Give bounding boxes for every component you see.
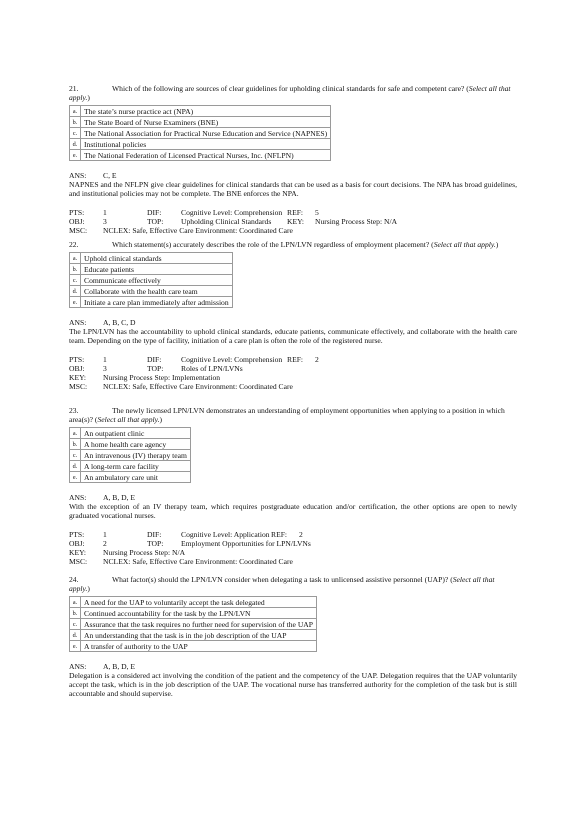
option-row[interactable] bbox=[70, 428, 191, 439]
answer-line bbox=[69, 171, 517, 180]
option-letter: d. bbox=[70, 461, 81, 472]
rationale: NAPNES and the NFLPN give clear guidelines for clinical standards that can be used as a basis for court decisions. The NPA has broad guidelines, and institutional policies may not be complete. The BNE enforces the NPA. bbox=[69, 180, 517, 198]
option-text: Institutional policies bbox=[81, 139, 331, 150]
question-stem: 24. What factor(s) should the LPN/LVN consider when delegating a task to unlicensed assistive personnel (UAP)? (Select all that apply.) bbox=[69, 575, 495, 593]
answer-line bbox=[69, 493, 517, 502]
question-text: Which statement(s) accurately describes the role of the LPN/LVN regardless of employment placement? bbox=[112, 240, 430, 249]
dif-value: Cognitive Level: Comprehension bbox=[181, 208, 283, 217]
option-row[interactable] bbox=[70, 253, 233, 264]
dif-label: DIF: bbox=[147, 530, 162, 539]
question-metadata bbox=[69, 530, 517, 566]
option-letter: d. bbox=[70, 286, 81, 297]
option-letter: b. bbox=[70, 439, 81, 450]
ref-value: 5 bbox=[315, 208, 319, 217]
options-table bbox=[69, 105, 331, 161]
dif-value: Cognitive Level: Application bbox=[181, 530, 270, 539]
option-row[interactable] bbox=[70, 641, 317, 652]
question-text: What factor(s) should the LPN/LVN consider when delegating a task to unlicensed assistive personnel (UAP)? bbox=[112, 575, 449, 584]
option-row[interactable] bbox=[70, 139, 331, 150]
rationale: Delegation is a considered act involving the condition of the patient and the competency of the UAP. Delegation requires that the UAP voluntarily accept the task, which is in the job description of the UAP. The vocational nurse has transferred authority for the completion of the task but is still accountable and should supervise. bbox=[69, 671, 517, 698]
option-row[interactable] bbox=[70, 450, 191, 461]
option-text: The State Board of Nurse Examiners (BNE) bbox=[81, 117, 331, 128]
answer-line bbox=[69, 662, 517, 671]
top-label: TOP: bbox=[147, 539, 164, 548]
option-text: A long-term care facility bbox=[81, 461, 191, 472]
top-value: Roles of LPN/LVNs bbox=[181, 364, 243, 373]
option-text: Initiate a care plan immediately after admission bbox=[81, 297, 233, 308]
ref-label: REF: bbox=[271, 530, 288, 539]
option-row[interactable] bbox=[70, 630, 317, 641]
options-table bbox=[69, 596, 317, 652]
option-letter: e. bbox=[70, 641, 81, 652]
dif-label: DIF: bbox=[147, 355, 162, 364]
option-letter: c. bbox=[70, 128, 81, 139]
key-value: Nursing Process Step: N/A bbox=[103, 548, 186, 557]
question-metadata bbox=[69, 208, 517, 235]
option-letter: b. bbox=[70, 117, 81, 128]
option-text: Communicate effectively bbox=[81, 275, 233, 286]
option-letter: a. bbox=[70, 106, 81, 117]
option-text: A transfer of authority to the UAP bbox=[81, 641, 317, 652]
select-all-instruction: Select all that apply. bbox=[433, 240, 496, 249]
option-letter: b. bbox=[70, 264, 81, 275]
msc-label: MSC: bbox=[69, 382, 88, 391]
answer-label: ANS: bbox=[69, 318, 87, 327]
ref-label: REF: bbox=[287, 355, 304, 364]
option-letter: c. bbox=[70, 275, 81, 286]
option-letter: b. bbox=[70, 608, 81, 619]
select-all-instruction: Select all that apply. bbox=[69, 575, 495, 593]
option-text: Uphold clinical standards bbox=[81, 253, 233, 264]
question-number: 21. bbox=[69, 84, 79, 93]
option-letter: a. bbox=[70, 597, 81, 608]
option-letter: c. bbox=[70, 450, 81, 461]
option-letter: e. bbox=[70, 297, 81, 308]
question-21 bbox=[69, 84, 517, 235]
option-text: Assurance that the task requires no further need for supervision of the UAP bbox=[81, 619, 317, 630]
option-row[interactable] bbox=[70, 286, 233, 297]
option-row[interactable] bbox=[70, 619, 317, 630]
top-label: TOP: bbox=[147, 364, 164, 373]
question-text: The newly licensed LPN/LVN demonstrates an understanding of employment opportunities when applying to a position in which area(s)? bbox=[69, 406, 505, 424]
obj-value: 3 bbox=[103, 217, 107, 226]
option-row[interactable] bbox=[70, 150, 331, 161]
question-number: 22. bbox=[69, 240, 79, 249]
top-value: Upholding Clinical Standards bbox=[181, 217, 272, 226]
option-text: An outpatient clinic bbox=[81, 428, 191, 439]
option-text: The National Federation of Licensed Practical Nurses, Inc. (NFLPN) bbox=[81, 150, 331, 161]
key-label: KEY: bbox=[69, 373, 87, 382]
question-number: 23. bbox=[69, 406, 79, 415]
pts-label: PTS: bbox=[69, 530, 85, 539]
question-number: 24. bbox=[69, 575, 79, 584]
option-text: A need for the UAP to voluntarily accept the task delegated bbox=[81, 597, 317, 608]
option-row[interactable] bbox=[70, 439, 191, 450]
pts-value: 1 bbox=[103, 530, 107, 539]
question-23 bbox=[69, 406, 517, 566]
option-row[interactable] bbox=[70, 275, 233, 286]
option-text: The National Association for Practical Nurse Education and Service (NAPNES) bbox=[81, 128, 331, 139]
option-row[interactable] bbox=[70, 472, 191, 483]
question-24 bbox=[69, 575, 517, 698]
answer-line bbox=[69, 318, 517, 327]
key-label: KEY: bbox=[69, 548, 87, 557]
option-row[interactable] bbox=[70, 128, 331, 139]
answer-value: C, E bbox=[103, 171, 117, 180]
rationale: The LPN/LVN has the accountability to uphold clinical standards, educate patients, communicate effectively, and collaborate with the health care team. Depending on the type of facility, initiation of a care plan is often the role of the registered nurse. bbox=[69, 327, 517, 345]
select-all-instruction: Select all that apply. bbox=[69, 84, 511, 102]
pts-label: PTS: bbox=[69, 355, 85, 364]
key-value: Nursing Process Step: N/A bbox=[315, 217, 398, 226]
option-letter: a. bbox=[70, 253, 81, 264]
option-row[interactable] bbox=[70, 264, 233, 275]
answer-label: ANS: bbox=[69, 493, 87, 502]
option-row[interactable] bbox=[70, 106, 331, 117]
pts-label: PTS: bbox=[69, 208, 85, 217]
option-letter: e. bbox=[70, 150, 81, 161]
msc-label: MSC: bbox=[69, 226, 88, 235]
answer-label: ANS: bbox=[69, 171, 87, 180]
option-letter: c. bbox=[70, 619, 81, 630]
option-row[interactable] bbox=[70, 597, 317, 608]
question-22 bbox=[69, 240, 517, 391]
select-all-instruction: Select all that apply. bbox=[97, 415, 160, 424]
answer-label: ANS: bbox=[69, 662, 87, 671]
question-stem: 23. The newly licensed LPN/LVN demonstrates an understanding of employment opportunities when applying to a position in which area(s)? (Select all that apply.) bbox=[69, 406, 505, 424]
msc-value: NCLEX: Safe, Effective Care Environment: Coordinated Care bbox=[103, 557, 293, 566]
option-letter: a. bbox=[70, 428, 81, 439]
option-row[interactable] bbox=[70, 117, 331, 128]
answer-value: A, B, C, D bbox=[103, 318, 136, 327]
dif-value: Cognitive Level: Comprehension bbox=[181, 355, 283, 364]
option-text: An understanding that the task is in the job description of the UAP bbox=[81, 630, 317, 641]
top-label: TOP: bbox=[147, 217, 164, 226]
question-stem: 22. Which statement(s) accurately describes the role of the LPN/LVN regardless of employment placement? (Select all that apply.) bbox=[69, 240, 499, 249]
option-text: An intravenous (IV) therapy team bbox=[81, 450, 191, 461]
ref-value: 2 bbox=[315, 355, 319, 364]
dif-label: DIF: bbox=[147, 208, 162, 217]
msc-label: MSC: bbox=[69, 557, 88, 566]
option-text: Collaborate with the health care team bbox=[81, 286, 233, 297]
options-table bbox=[69, 427, 191, 483]
obj-value: 3 bbox=[103, 364, 107, 373]
rationale: With the exception of an IV therapy team, which requires postgraduate education and/or certification, the other options are open to newly graduated vocational nurses. bbox=[69, 502, 517, 520]
option-text: Continued accountability for the task by the LPN/LVN bbox=[81, 608, 317, 619]
ref-label: REF: bbox=[287, 208, 304, 217]
question-stem: 21. Which of the following are sources of clear guidelines for upholding clinical standards for safe and competent care? (Select all that apply.) bbox=[69, 84, 511, 102]
top-value: Employment Opportunities for LPN/LVNs bbox=[181, 539, 311, 548]
key-label: KEY: bbox=[287, 217, 305, 226]
answer-value: A, B, D, E bbox=[103, 662, 136, 671]
option-row[interactable] bbox=[70, 297, 233, 308]
ref-value: 2 bbox=[299, 530, 303, 539]
option-text: A home health care agency bbox=[81, 439, 191, 450]
msc-value: NCLEX: Safe, Effective Care Environment: Coordinated Care bbox=[103, 382, 293, 391]
options-table bbox=[69, 252, 233, 308]
option-text: An ambulatory care unit bbox=[81, 472, 191, 483]
key-value: Nursing Process Step: Implementation bbox=[103, 373, 221, 382]
pts-value: 1 bbox=[103, 355, 107, 364]
obj-label: OBJ: bbox=[69, 217, 85, 226]
option-text: Educate patients bbox=[81, 264, 233, 275]
answer-value: A, B, D, E bbox=[103, 493, 136, 502]
obj-label: OBJ: bbox=[69, 539, 85, 548]
obj-label: OBJ: bbox=[69, 364, 85, 373]
pts-value: 1 bbox=[103, 208, 107, 217]
question-metadata bbox=[69, 355, 517, 391]
question-text: Which of the following are sources of clear guidelines for upholding clinical standards for safe and competent care? bbox=[112, 84, 465, 93]
msc-value: NCLEX: Safe, Effective Care Environment: Coordinated Care bbox=[103, 226, 293, 235]
option-text: The state’s nurse practice act (NPA) bbox=[81, 106, 331, 117]
option-letter: e. bbox=[70, 472, 81, 483]
option-letter: d. bbox=[70, 139, 81, 150]
option-row[interactable] bbox=[70, 608, 317, 619]
option-row[interactable] bbox=[70, 461, 191, 472]
obj-value: 2 bbox=[103, 539, 107, 548]
option-letter: d. bbox=[70, 630, 81, 641]
